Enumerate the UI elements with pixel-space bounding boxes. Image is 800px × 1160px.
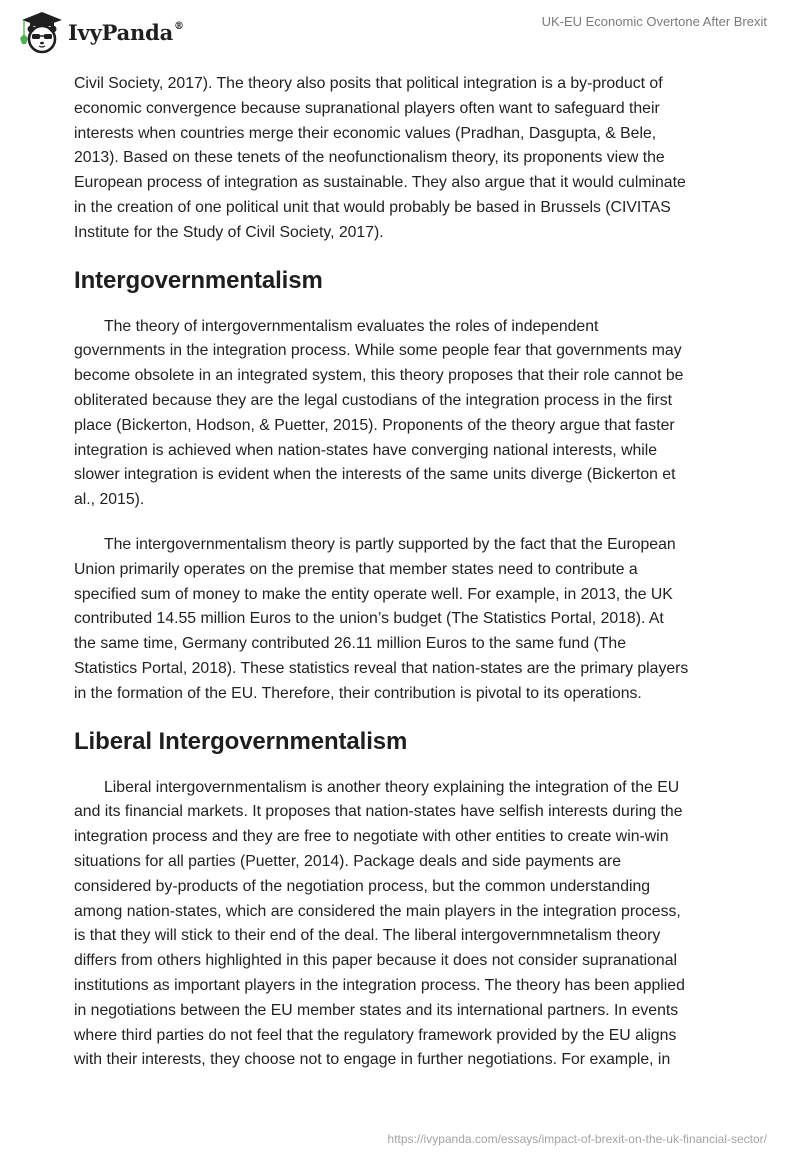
text-line: considered by-products of the negotiation process, but the common understanding: [74, 877, 651, 895]
source-url[interactable]: https://ivypanda.com/essays/impact-of-brexit-on-the-uk-financial-sector/: [387, 1132, 767, 1146]
text-line: where third parties do not feel that the regulatory framework provided by the EU aligns: [74, 1026, 677, 1044]
text-line: European process of integration as sustainable. They also argue that it would culminate: [74, 174, 686, 192]
text-line: in negotiations between the EU member states and its international partners. In events: [74, 1001, 679, 1019]
text-line: is that they will stick to their end of the deal. The liberal intergovernmnetalism theory: [74, 927, 661, 945]
paragraph: [74, 776, 754, 1074]
text-line: with their interests, they choose not to engage in further negotiations. For example, in: [74, 1051, 671, 1069]
text-line: the same time, Germany contributed 26.11 million Euros to the same fund (The: [74, 635, 626, 653]
text-line: Statistics Portal, 2018). These statistics reveal that nation-states are the primary players: [74, 659, 689, 677]
intro-paragraph: [74, 72, 754, 246]
section-heading-liberal-intergovernmentalism: Liberal Intergovernmentalism: [74, 727, 408, 755]
text-line: integration process and they are free to negotiate with other entities to create win-win: [74, 828, 669, 846]
text-line: The theory of intergovernmentalism evaluates the roles of independent: [104, 317, 599, 335]
ivypanda-logo[interactable]: [18, 8, 184, 54]
text-line: 2013). Based on these tenets of the neofunctionalism theory, its proponents view the: [74, 149, 665, 167]
text-line: interests when countries merge their economic values (Pradhan, Dasgupta, & Bele,: [74, 124, 657, 142]
text-line: place (Bickerton, Hodson, & Puetter, 2015). Proponents of the theory argue that faster: [74, 416, 675, 434]
page-header: [0, 0, 800, 60]
document-title: UK-EU Economic Overtone After Brexit: [541, 14, 767, 29]
text-line: economic convergence because supranational players often want to safeguard their: [74, 99, 660, 117]
text-line: among nation-states, which are considered the main players in the integration process,: [74, 902, 681, 920]
text-line: Liberal intergovernmentalism is another theory explaining the integration of the EU: [104, 778, 680, 796]
text-line: obliterated because they are the legal custodians of the integration process in the first: [74, 391, 673, 409]
text-line: Union primarily operates on the premise that member states need to contribute a: [74, 560, 638, 578]
text-line: situations for all parties (Puetter, 2014). Package deals and side payments are: [74, 852, 622, 870]
text-line: slower integration is evident when the interests of the same units diverge (Bickerton et: [74, 466, 676, 484]
essay-content: [74, 72, 754, 1073]
text-line: governments in the integration process. While some people fear that governments may: [74, 342, 682, 360]
text-line: become obsolete in an integrated system, this theory proposes that their role cannot be: [74, 367, 684, 385]
text-line: institutions as important players in the integration process. The theory has been applied: [74, 976, 685, 994]
text-line: and its financial markets. It proposes that nation-states have selfish interests during the: [74, 803, 683, 821]
paragraph: [74, 315, 754, 513]
text-line: contributed 14.55 million Euros to the union’s budget (The Statistics Portal, 2018). At: [74, 610, 664, 628]
logo-text: IvyPanda: [68, 19, 174, 45]
text-line: specified sum of money to make the entity operate well. For example, in 2013, the UK: [74, 585, 673, 603]
text-line: in the formation of the EU. Therefore, their contribution is pivotal to its operations.: [74, 684, 642, 702]
text-line: al., 2015).: [74, 491, 145, 509]
text-line: integration is achieved when nation-states have converging national interests, while: [74, 441, 658, 459]
text-line: The intergovernmentalism theory is partly supported by the fact that the European: [104, 535, 676, 553]
registered-mark: ®: [174, 20, 184, 32]
text-line: in the creation of one political unit that would probably be based in Brussels (CIVITAS: [74, 198, 671, 216]
text-line: Civil Society, 2017). The theory also posits that political integration is a by-product of: [74, 75, 663, 92]
logo-wordmark: [68, 20, 184, 45]
text-line: Institute for the Study of Civil Society, 2017).: [74, 223, 384, 241]
text-line: differs from others highlighted in this paper because it does not consider supranational: [74, 952, 677, 970]
section-heading-intergovernmentalism: Intergovernmentalism: [74, 266, 323, 294]
panda-graduate-icon: [18, 8, 62, 54]
paragraph: [74, 533, 754, 707]
